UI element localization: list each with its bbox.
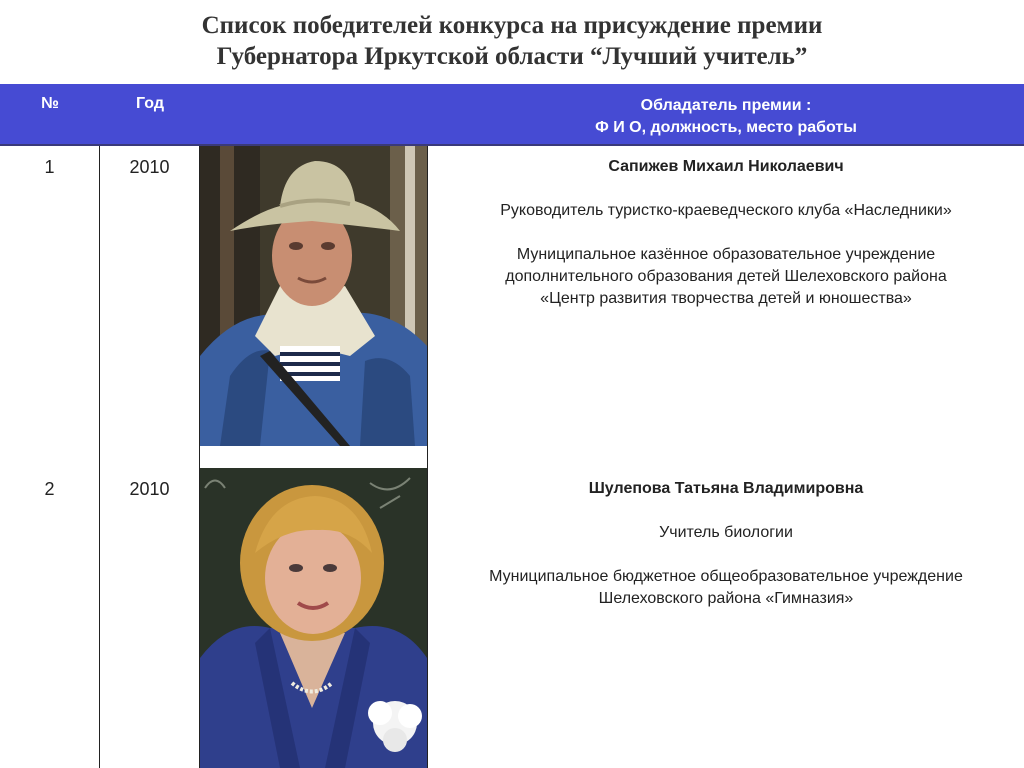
org-line: «Центр развития творчества детей и юношества»: [540, 290, 912, 307]
header-holder-line-1: Обладатель премии :: [640, 97, 812, 114]
row-number: 2: [44, 479, 55, 499]
org-line: Муниципальное бюджетное общеобразовательное учреждение: [489, 568, 963, 585]
row-number: 1: [44, 157, 55, 177]
winner-name: Сапижев Михаил Николаевич: [608, 158, 844, 175]
winner-role: Руководитель туристко-краеведческого клуба «Наследники»: [500, 202, 952, 219]
header-number: №: [41, 95, 59, 112]
winner-info: [428, 156, 1024, 310]
page-title: [0, 10, 1024, 72]
title-line-1: Список победителей конкурса на присуждение премии: [201, 12, 823, 39]
winner-role: Учитель биологии: [659, 524, 793, 541]
header-holder: [428, 95, 1024, 139]
title-line-2: Губернатора Иркутской области “Лучший учитель”: [216, 43, 808, 70]
header-holder-line-2: Ф И О, должность, место работы: [595, 119, 857, 136]
winner-photo: [200, 468, 427, 768]
row-year: 2010: [129, 157, 170, 177]
winner-organization: [428, 244, 1024, 310]
table-header: [0, 84, 1024, 146]
row-year: 2010: [129, 479, 170, 499]
winner-organization: [428, 566, 1024, 610]
org-line: дополнительного образования детей Шелеховского района: [505, 268, 947, 285]
header-year: Год: [136, 95, 164, 112]
org-line: Муниципальное казённое образовательное учреждение: [516, 246, 936, 263]
column-divider: [99, 146, 100, 768]
winner-info: [428, 478, 1024, 610]
org-line: Шелеховского района «Гимназия»: [598, 590, 854, 607]
winner-photo: [200, 146, 427, 446]
winner-name: Шулепова Татьяна Владимировна: [588, 480, 864, 497]
